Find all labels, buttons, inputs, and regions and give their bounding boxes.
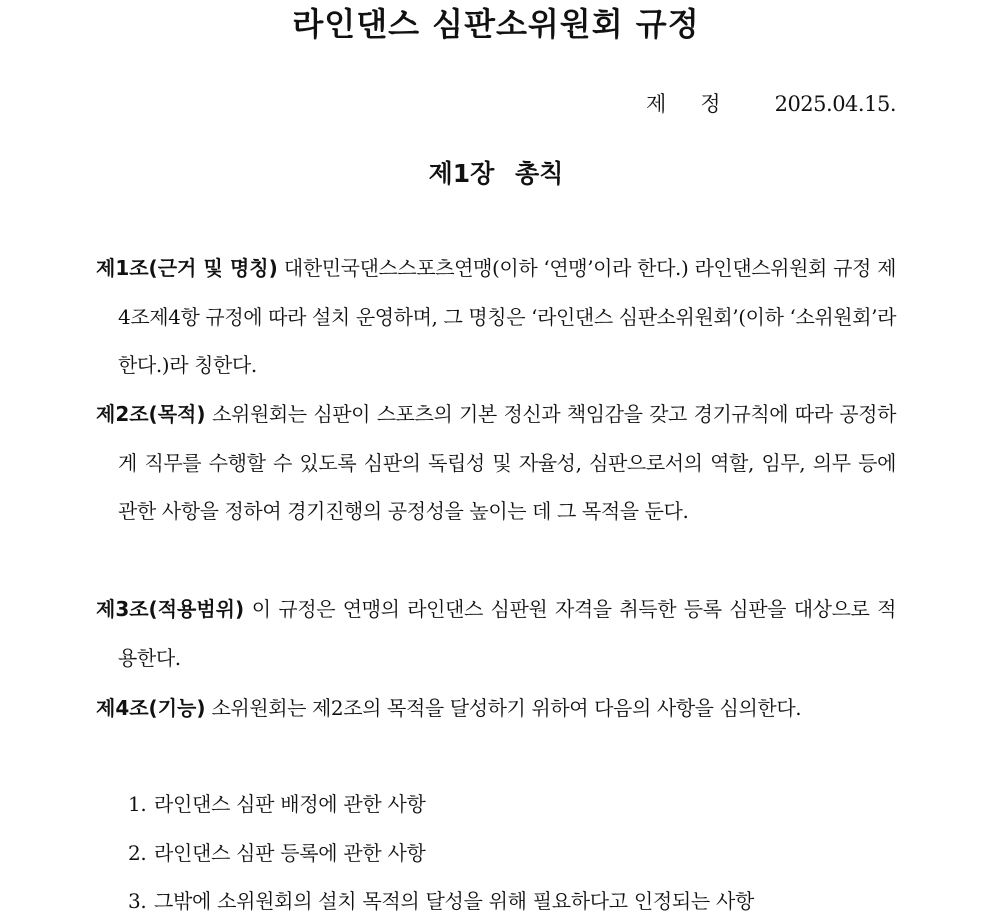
list-item-text: 라인댄스 심판 등록에 관한 사항 [154, 841, 426, 865]
article-3 [96, 585, 896, 682]
article-4-body: 소위원회는 제2조의 목적을 달성하기 위하여 다음의 사항을 심의한다. [211, 696, 802, 720]
list-item-number: 2. [128, 841, 147, 865]
list-item-number: 1. [128, 792, 147, 816]
enactment-date: 2025.04.15. [774, 92, 896, 116]
article-2 [96, 390, 896, 536]
enactment-line [646, 89, 896, 119]
list-item [128, 886, 754, 916]
article-1-heading: 제1조(근거 및 명칭) [96, 256, 278, 280]
list-item-number: 3. [128, 889, 147, 913]
article-4 [96, 684, 896, 733]
article-3-heading: 제3조(적용범위) [96, 597, 245, 621]
article-4-heading: 제4조(기능) [96, 696, 206, 720]
document-title: 라인댄스 심판소위원회 규정 [292, 5, 700, 43]
article-3-body: 이 규정은 연맹의 라인댄스 심판원 자격을 취득한 등록 심판을 대상으로 적용한다. [118, 597, 896, 670]
list-item [128, 838, 426, 868]
article-1 [96, 244, 896, 390]
article-1-body: 대한민국댄스스포츠연맹(이하 ‘연맹’이라 한다.) 라인댄스위원회 규정 제4조제4항 규정에 따라 설치 운영하며, 그 명칭은 ‘라인댄스 심판소위원회’(이하 ‘소위원회’라 한다.)라 칭한다. [118, 256, 896, 377]
list-item-text: 라인댄스 심판 배정에 관한 사항 [154, 792, 426, 816]
article-2-heading: 제2조(목적) [96, 402, 206, 426]
list-item-text: 그밖에 소위원회의 설치 목적의 달성을 위해 필요하다고 인정되는 사항 [154, 889, 755, 913]
chapter-heading: 제1장 총칙 [428, 159, 564, 188]
enactment-label: 제정 [646, 92, 755, 116]
list-item [128, 789, 426, 819]
article-2-body: 소위원회는 심판이 스포츠의 기본 정신과 책임감을 갖고 경기규칙에 따라 공정하게 직무를 수행할 수 있도록 심판의 독립성 및 자율성, 심판으로서의 역할, 임무, 의무 등에 관한 사항을 정하여 경기진행의 공정성을 높이는 데 그 목적을 둔다. [118, 402, 896, 523]
